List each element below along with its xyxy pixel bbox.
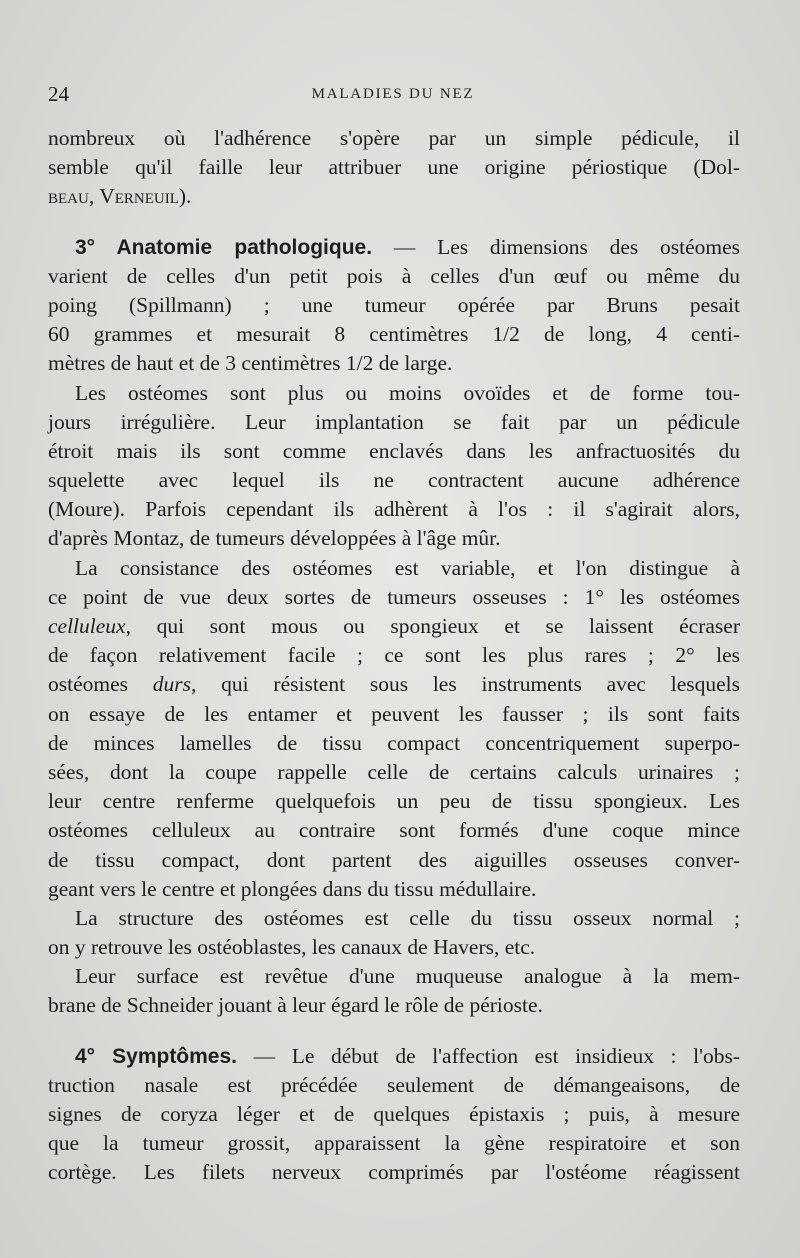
section-gap — [48, 212, 740, 233]
text-line: truction nasale est précédée seulement de démangeaisons, de — [48, 1072, 740, 1097]
text-line: jours irrégulière. Leur implantation se fait par un pédicule — [48, 409, 740, 434]
text-line: La consistance des ostéomes est variable, et l'on distingue à — [75, 555, 740, 580]
page-header — [48, 82, 738, 112]
text-line: beau, Verneuil). — [48, 184, 192, 209]
text-line: que la tumeur grossit, apparaissent la gène respiratoire et son — [48, 1131, 740, 1156]
text-line: on essaye de les entamer et peuvent les fausser ; ils sont faits — [48, 701, 740, 726]
text-line: de façon relativement facile ; ce sont les plus rares ; 2° les — [48, 643, 740, 668]
paragraph-consistance — [48, 554, 740, 904]
line-text: , qui sont mous ou spongieux et se laissent écraser — [125, 614, 740, 638]
text-line: 60 grammes et mesurait 8 centimètres 1/2 de long, 4 centi- — [48, 322, 740, 347]
text-line: mètres de haut et de 3 centimètres 1/2 de large. — [48, 351, 453, 376]
text-line: ostéomes celluleux au contraire sont formés d'une coque mince — [48, 818, 740, 843]
text-line: squelette avec lequel ils ne contractent aucune adhérence — [48, 468, 740, 493]
text-line: étroit mais ils sont comme enclavés dans les anfractuosités du — [48, 438, 740, 463]
text-line: ce point de vue deux sortes de tumeurs osseuses : 1° les ostéomes — [48, 584, 740, 609]
section-gap — [48, 1021, 740, 1042]
section-heading: 4° Symptômes. — [75, 1044, 238, 1068]
text-line — [48, 670, 740, 699]
section-symptomes — [48, 1042, 740, 1188]
text-line: de tissu compact, dont partent des aiguilles osseuses conver- — [48, 847, 740, 872]
heading-line-text: — Les dimensions des ostéomes — [372, 234, 741, 259]
italic-term: durs — [152, 672, 192, 697]
page-number: 24 — [48, 82, 69, 106]
text-line: semble qu'il faille leur attribuer une origine périostique (Dol- — [48, 155, 740, 180]
paragraph-surface — [48, 962, 740, 1020]
running-head: MALADIES DU NEZ — [311, 86, 475, 102]
text-line: Leur surface est revêtue d'une muqueuse analogue à la mem- — [75, 964, 740, 989]
text-line: sées, dont la coupe rappelle celle de certains calculs urinaires ; — [48, 759, 740, 784]
text-line: La structure des ostéomes est celle du tissu osseux normal ; — [75, 905, 740, 930]
text-line: on y retrouve les ostéoblastes, les canaux de Havers, etc. — [48, 935, 536, 960]
page-body — [48, 124, 740, 1188]
section-heading-line — [48, 1042, 740, 1071]
paragraph-structure — [48, 904, 740, 962]
text-line: nombreux où l'adhérence s'opère par un simple pédicule, il — [48, 126, 740, 150]
text-line: signes de coryza léger et de quelques épistaxis ; puis, à mesure — [48, 1102, 740, 1126]
text-line: geant vers le centre et plongées dans du tissu médullaire. — [48, 876, 537, 901]
text-line: cortège. Les filets nerveux comprimés par l'ostéome réagissent — [48, 1160, 740, 1185]
paragraph-continuation — [48, 124, 740, 212]
section-heading: 3° Anatomie pathologique. — [75, 235, 373, 259]
line-text: , qui résistent sous les instruments avec lesquels — [191, 672, 740, 697]
text-line: brane de Schneider jouant à leur égard le rôle de périoste. — [48, 993, 543, 1018]
italic-term: celluleux — [48, 614, 126, 638]
section-anatomie-pathologique — [48, 233, 740, 379]
text-line: Les ostéomes sont plus ou moins ovoïdes et de forme tou- — [75, 380, 740, 405]
section-heading-line — [48, 233, 740, 262]
paragraph-forme — [48, 379, 740, 554]
line-text: ostéomes — [48, 672, 153, 697]
text-line — [48, 612, 740, 641]
text-line: d'après Montaz, de tumeurs développées à l'âge mûr. — [48, 526, 501, 551]
text-line: poing (Spillmann) ; une tumeur opérée par Bruns pesait — [48, 292, 740, 317]
text-line: varient de celles d'un petit pois à celles d'un œuf ou même du — [48, 263, 740, 288]
text-line: (Moure). Parfois cependant ils adhèrent à l'os : il s'agirait alors, — [48, 497, 740, 522]
text-line: de minces lamelles de tissu compact concentriquement superpo- — [48, 730, 740, 755]
text-line: leur centre renferme quelquefois un peu de tissu spongieux. Les — [48, 789, 740, 814]
heading-line-text: — Le début de l'affection est insidieux : l'obs- — [237, 1043, 740, 1068]
